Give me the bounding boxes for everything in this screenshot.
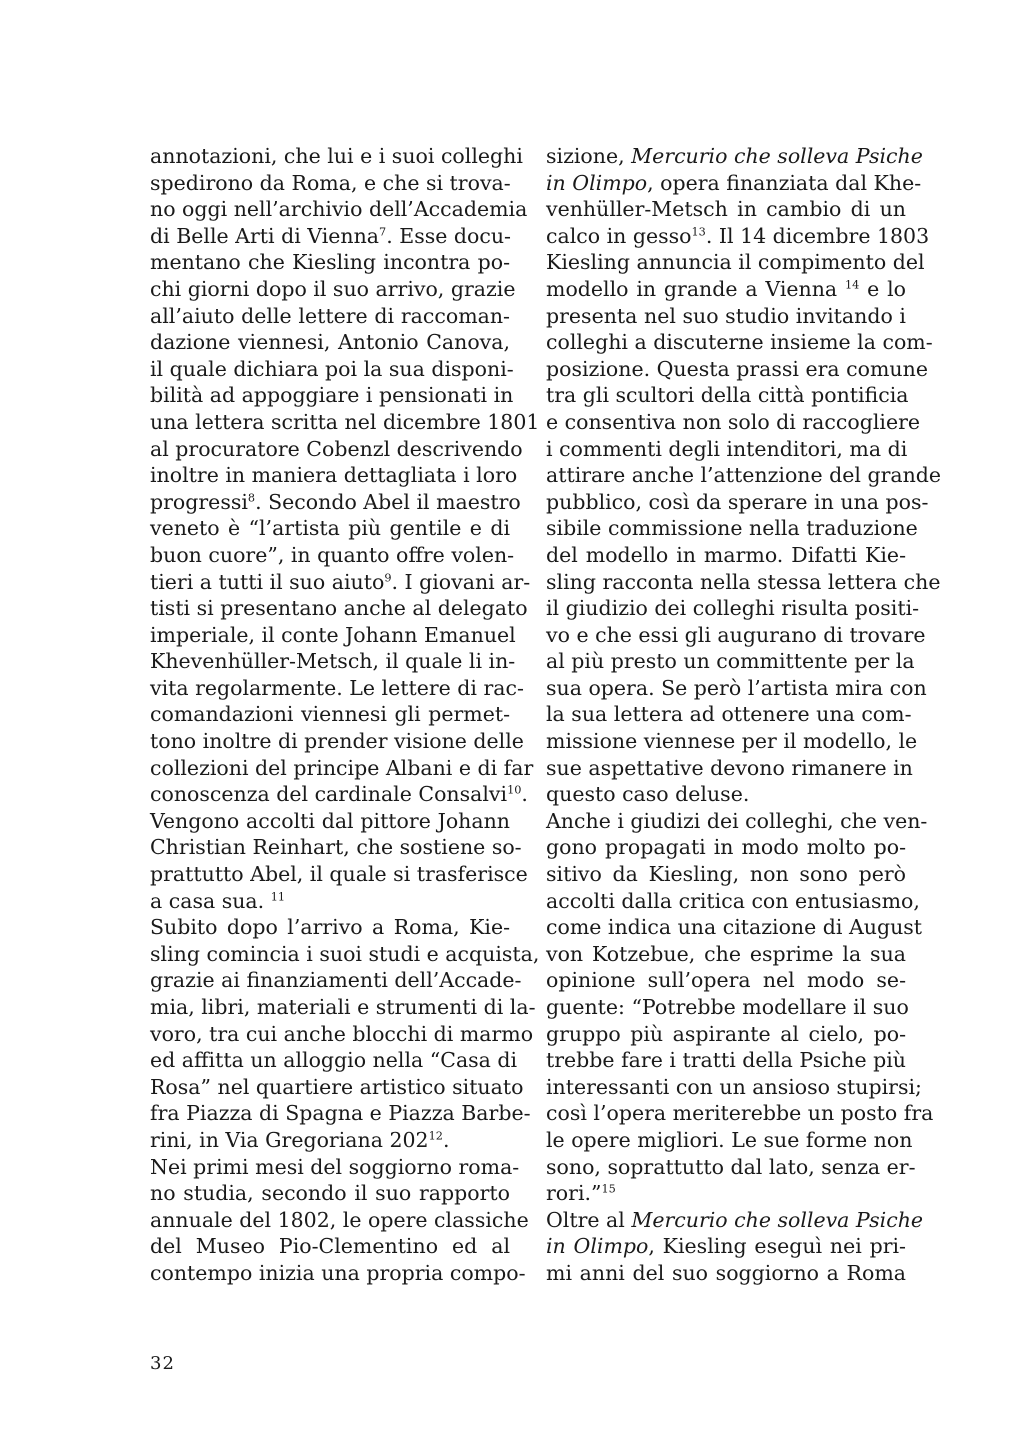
text-line: sitivo da Kiesling, non sono però <box>546 862 906 887</box>
text-line: le opere migliori. Le sue forme non <box>546 1127 913 1152</box>
text-line: ed affitta un alloggio nella “Casa di <box>150 1048 518 1073</box>
text-line: il giudizio dei colleghi risulta positi- <box>546 596 920 621</box>
text-line: Subito dopo l’arrivo a Roma, Kie- <box>150 915 510 940</box>
text-line: buon cuore”, in quanto offre volen- <box>150 542 515 567</box>
text-line: progressi$^8$. Secondo Abel il maestro <box>150 489 521 514</box>
text-line: no studia, secondo il suo rapporto <box>150 1181 510 1206</box>
text-line: tra gli scultori della città pontificia <box>546 383 909 408</box>
text-line: rini, in Via Gregoriana $202^{12}$. <box>150 1127 450 1152</box>
text-line: una lettera scritta nel dicembre 1801 <box>150 409 540 434</box>
text-line: sono, soprattutto dal lato, senza er- <box>546 1154 916 1179</box>
text-line: bilità ad appoggiare i pensionati in <box>150 383 514 408</box>
text-line: i commenti degli intenditori, ma di <box>546 436 908 461</box>
text-line: trebbe fare i tratti della Psiche più <box>546 1048 906 1073</box>
text-line: il quale dichiara poi la sua disponi- <box>150 356 514 381</box>
text-line: sizione, Mercurio che solleva Psiche <box>546 144 923 168</box>
text-line: gruppo più aspirante al cielo, po- <box>546 1021 906 1046</box>
text-line: mia, libri, materiali e strumenti di la- <box>150 995 536 1019</box>
text-line: sling comincia i suoi studi e acquista, <box>150 941 540 966</box>
page-number: 32 <box>150 1353 175 1374</box>
text-line: mi anni del suo soggiorno a Roma <box>546 1260 906 1285</box>
text-line: così l’opera meriterebbe un posto fra <box>546 1101 934 1126</box>
text-line: sua opera. Se però l’artista mira con <box>546 675 927 700</box>
text-line: sibile commissione nella traduzione <box>546 516 918 541</box>
text-line: prattutto Abel, il quale si trasferisce <box>150 862 528 887</box>
text-line: all’aiuto delle lettere di raccoman- <box>150 303 510 328</box>
text-line: inoltre in maniera dettagliata i loro <box>150 463 518 488</box>
text-line: guente: “Potrebbe modellare il suo <box>546 995 909 1019</box>
text-line: calco in gesso$^{13}$. Il 14 dicembre 1803 <box>546 223 930 248</box>
text-line: venhüller-Metsch in cambio di un <box>546 197 906 222</box>
text-line: tieri a tutti il suo aiuto$^9$. I giovani ar- <box>150 569 531 594</box>
text-line: Khevenhüller-Metsch, il quale li in- <box>150 649 516 674</box>
text-line: sue aspettative devono rimanere in <box>546 755 913 780</box>
text-line: dazione viennesi, Antonio Canova, <box>150 330 510 355</box>
text-line: accolti dalla critica con entusiasmo, <box>546 888 920 913</box>
text-line: Rosa” nel quartiere artistico situato <box>150 1074 524 1099</box>
text-line: tono inoltre di prender visione delle <box>150 729 524 754</box>
text-line: fra Piazza di Spagna e Piazza Barbe- <box>150 1101 531 1126</box>
text-line: pubblico, così da sperare in una pos- <box>546 489 929 514</box>
text-line: spedirono da Roma, e che si trova- <box>150 170 511 195</box>
text-line: contempo inizia una propria compo- <box>150 1260 526 1285</box>
text-line: vita regolarmente. Le lettere di rac- <box>150 675 524 700</box>
text-line: voro, tra cui anche blocchi di marmo <box>150 1021 534 1046</box>
text-line: comandazioni viennesi gli permet- <box>150 702 510 727</box>
text-line: sling racconta nella stessa lettera che <box>546 569 941 594</box>
text-line: collezioni del principe Albani e di far <box>150 755 534 780</box>
text-line: Vengono accolti dal pittore Johann <box>150 808 510 833</box>
right-column <box>546 143 942 1287</box>
text-line: missione viennese per il modello, le <box>546 729 918 754</box>
text-line: annotazioni, che lui e i suoi colleghi <box>150 144 523 168</box>
text-line: Nei primi mesi del soggiorno roma- <box>150 1154 520 1179</box>
text-line: Anche i giudizi dei colleghi, che ven- <box>546 808 928 833</box>
text-line: no oggi nell’archivio dell’Accademia <box>150 197 528 222</box>
text-line: del modello in marmo. Difatti Kie- <box>546 542 906 567</box>
text-line: gono propagati in modo molto po- <box>546 835 906 860</box>
text-line: la sua lettera ad ottenere una com- <box>546 702 912 727</box>
text-line: rori.”$^{15}$ <box>546 1181 616 1206</box>
text-line: attirare anche l’attenzione del grande <box>546 463 942 488</box>
text-line: in Olimpo, opera finanziata dal Khe- <box>546 170 922 195</box>
text-line: presenta nel suo studio invitando i <box>546 303 906 328</box>
text-line: vo e che essi gli augurano di trovare <box>546 622 926 647</box>
text-line: annuale del 1802, le opere classiche <box>150 1207 529 1232</box>
text-line: questo caso deluse. <box>546 782 750 807</box>
text-line: veneto è “l’artista più gentile e di <box>150 516 510 541</box>
text-line: tisti si presentano anche al delegato <box>150 596 528 621</box>
text-line: colleghi a discuterne insieme la com- <box>546 330 933 355</box>
text-line: al procuratore Cobenzl descrivendo <box>150 436 523 461</box>
text-line: al più presto un committente per la <box>546 649 915 674</box>
text-line: in Olimpo, Kiesling eseguì nei pri- <box>546 1234 906 1259</box>
text-line: modello in grande a Vienna $^{14}$ e lo <box>546 276 906 301</box>
text-line: posizione. Questa prassi era comune <box>546 356 928 381</box>
text-line: del Museo Pio-Clementino ed al <box>150 1234 510 1259</box>
text-line: chi giorni dopo il suo arrivo, grazie <box>150 276 516 301</box>
text-line: conoscenza del cardinale Consalvi$^{10}$. <box>150 782 528 807</box>
text-line: grazie ai finanziamenti dell’Accade- <box>150 968 522 993</box>
text-line: interessanti con un ansioso stupirsi; <box>546 1074 922 1099</box>
text-line: come indica una citazione di August <box>546 915 923 940</box>
text-line: Oltre al Mercurio che solleva Psiche <box>546 1207 924 1232</box>
text-line: opinione sull’opera nel modo se- <box>546 968 906 993</box>
left-column <box>150 143 540 1287</box>
text-line: Kiesling annuncia il compimento del <box>546 250 925 275</box>
text-line: di Belle Arti di Vienna$^7$. Esse docu- <box>150 223 511 248</box>
text-line: Christian Reinhart, che sostiene so- <box>150 835 522 860</box>
text-line: a casa sua. $^{11}$ <box>150 888 286 913</box>
text-line: e consentiva non solo di raccogliere <box>546 409 921 434</box>
text-line: imperiale, il conte Johann Emanuel <box>150 622 516 647</box>
text-line: mentano che Kiesling incontra po- <box>150 250 510 275</box>
text-line: von Kotzebue, che esprime la sua <box>546 941 906 966</box>
